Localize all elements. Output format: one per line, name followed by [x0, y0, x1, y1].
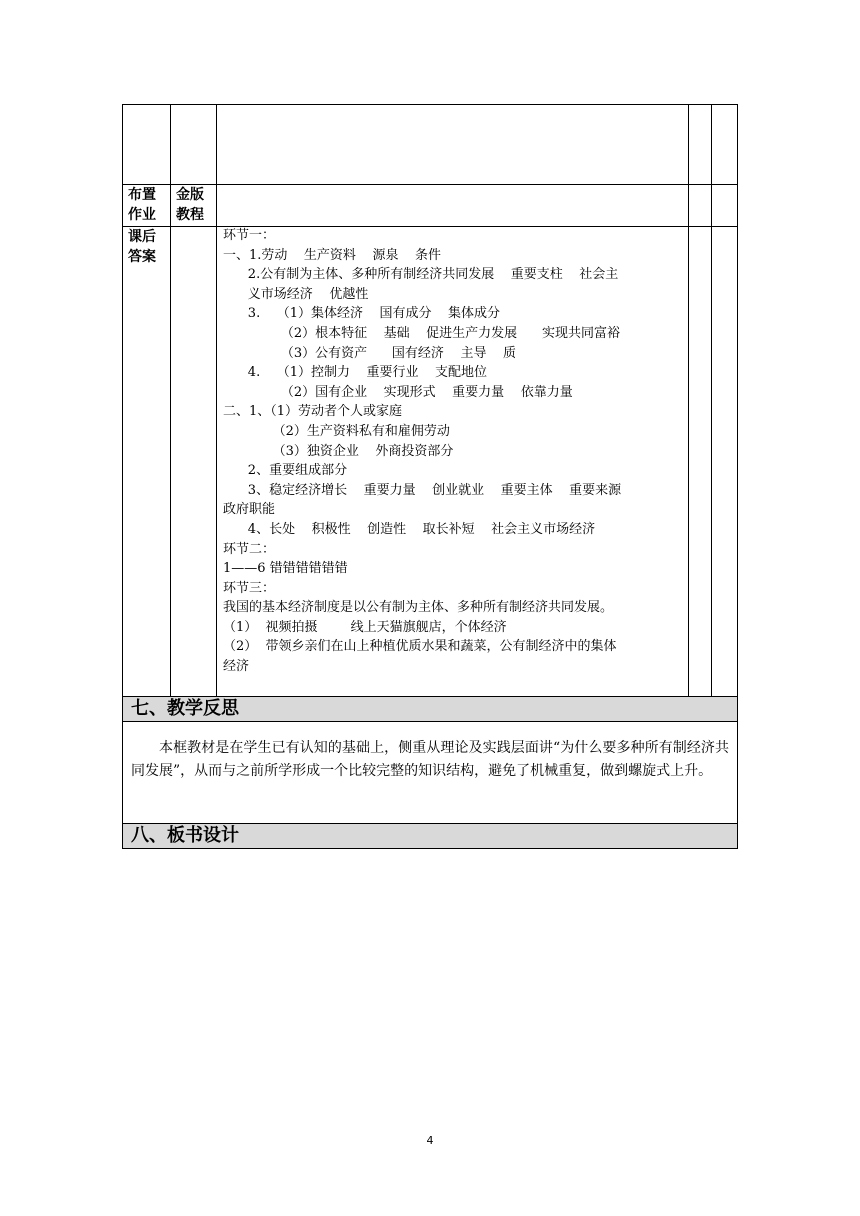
answer-line: 环节二：	[223, 541, 276, 557]
table-col-divider	[688, 104, 689, 696]
answers-label-line: 答案	[128, 249, 156, 265]
answer-line: （3）公有资产 国有经济 主导 质	[223, 345, 516, 361]
homework-label-line: 布置	[128, 187, 156, 203]
section-board-title: 八、板书设计	[122, 823, 738, 849]
homework-content-line: 教程	[176, 207, 204, 223]
answers-content	[223, 226, 685, 677]
table-col-divider	[711, 104, 712, 696]
reflection-box	[122, 721, 738, 823]
answer-line: （3）独资企业 外商投资部分	[223, 443, 454, 459]
table-col-divider	[170, 104, 171, 696]
answer-line: 4. （1）控制力 重要行业 支配地位	[223, 365, 488, 381]
page-number: 4	[426, 1134, 434, 1147]
reflection-text: 本框教材是在学生已有认知的基础上，侧重从理论及实践层面讲“为什么要多种所有制经济共同发展”，从而与之前所学形成一个比较完整的知识结构，避免了机械重复，做到螺旋式上升。	[131, 740, 729, 779]
answers-label	[128, 227, 168, 267]
answer-line: 义市场经济 优越性	[223, 286, 369, 302]
answer-line: （2）生产资料私有和雇佣劳动	[223, 423, 450, 439]
answer-line: 经济	[223, 659, 250, 675]
answer-line: 1——6 错错错错错错	[223, 561, 348, 577]
answer-line: 2.公有制为主体、多种所有制经济共同发展 重要支柱 社会主	[223, 267, 619, 283]
answer-line: 环节三：	[223, 580, 276, 596]
answer-line: 我国的基本经济制度是以公有制为主体、多种所有制经济共同发展。	[223, 600, 614, 616]
section-reflection-title: 七、教学反思	[122, 696, 738, 722]
answer-line: （2） 带领乡亲们在山上种植优质水果和蔬菜，公有制经济中的集体	[223, 639, 617, 655]
answer-line: 政府职能	[223, 502, 276, 518]
homework-content-line: 金版	[176, 187, 204, 203]
answer-line: 2、重要组成部分	[223, 463, 348, 479]
table-left-border	[122, 104, 123, 696]
answer-line: （2）国有企业 实现形式 重要力量 依靠力量	[223, 384, 573, 400]
homework-label-line: 作业	[128, 207, 156, 223]
answer-line: 4、长处 积极性 创造性 取长补短 社会主义市场经济	[223, 521, 596, 537]
answers-label-line: 课后	[128, 229, 156, 245]
answer-line: 3. （1）集体经济 国有成分 集体成分	[223, 306, 501, 322]
table-top-border	[122, 104, 738, 105]
homework-label	[128, 185, 168, 225]
answer-line: （2）根本特征 基础 促进生产力发展 实现共同富裕	[223, 325, 620, 341]
table-right-border	[737, 104, 738, 696]
answer-line: 环节一：	[223, 228, 276, 243]
answer-line: 3、稳定经济增长 重要力量 创业就业 重要主体 重要来源	[223, 482, 622, 498]
homework-content	[176, 185, 216, 225]
answer-line: 二、1、（1）劳动者个人或家庭	[223, 404, 403, 420]
answer-line: 一、1.劳动 生产资料 源泉 条件	[223, 247, 441, 263]
answer-line: （1） 视频拍摄 线上天猫旗舰店，个体经济	[223, 619, 507, 635]
table-col-divider	[216, 104, 217, 696]
